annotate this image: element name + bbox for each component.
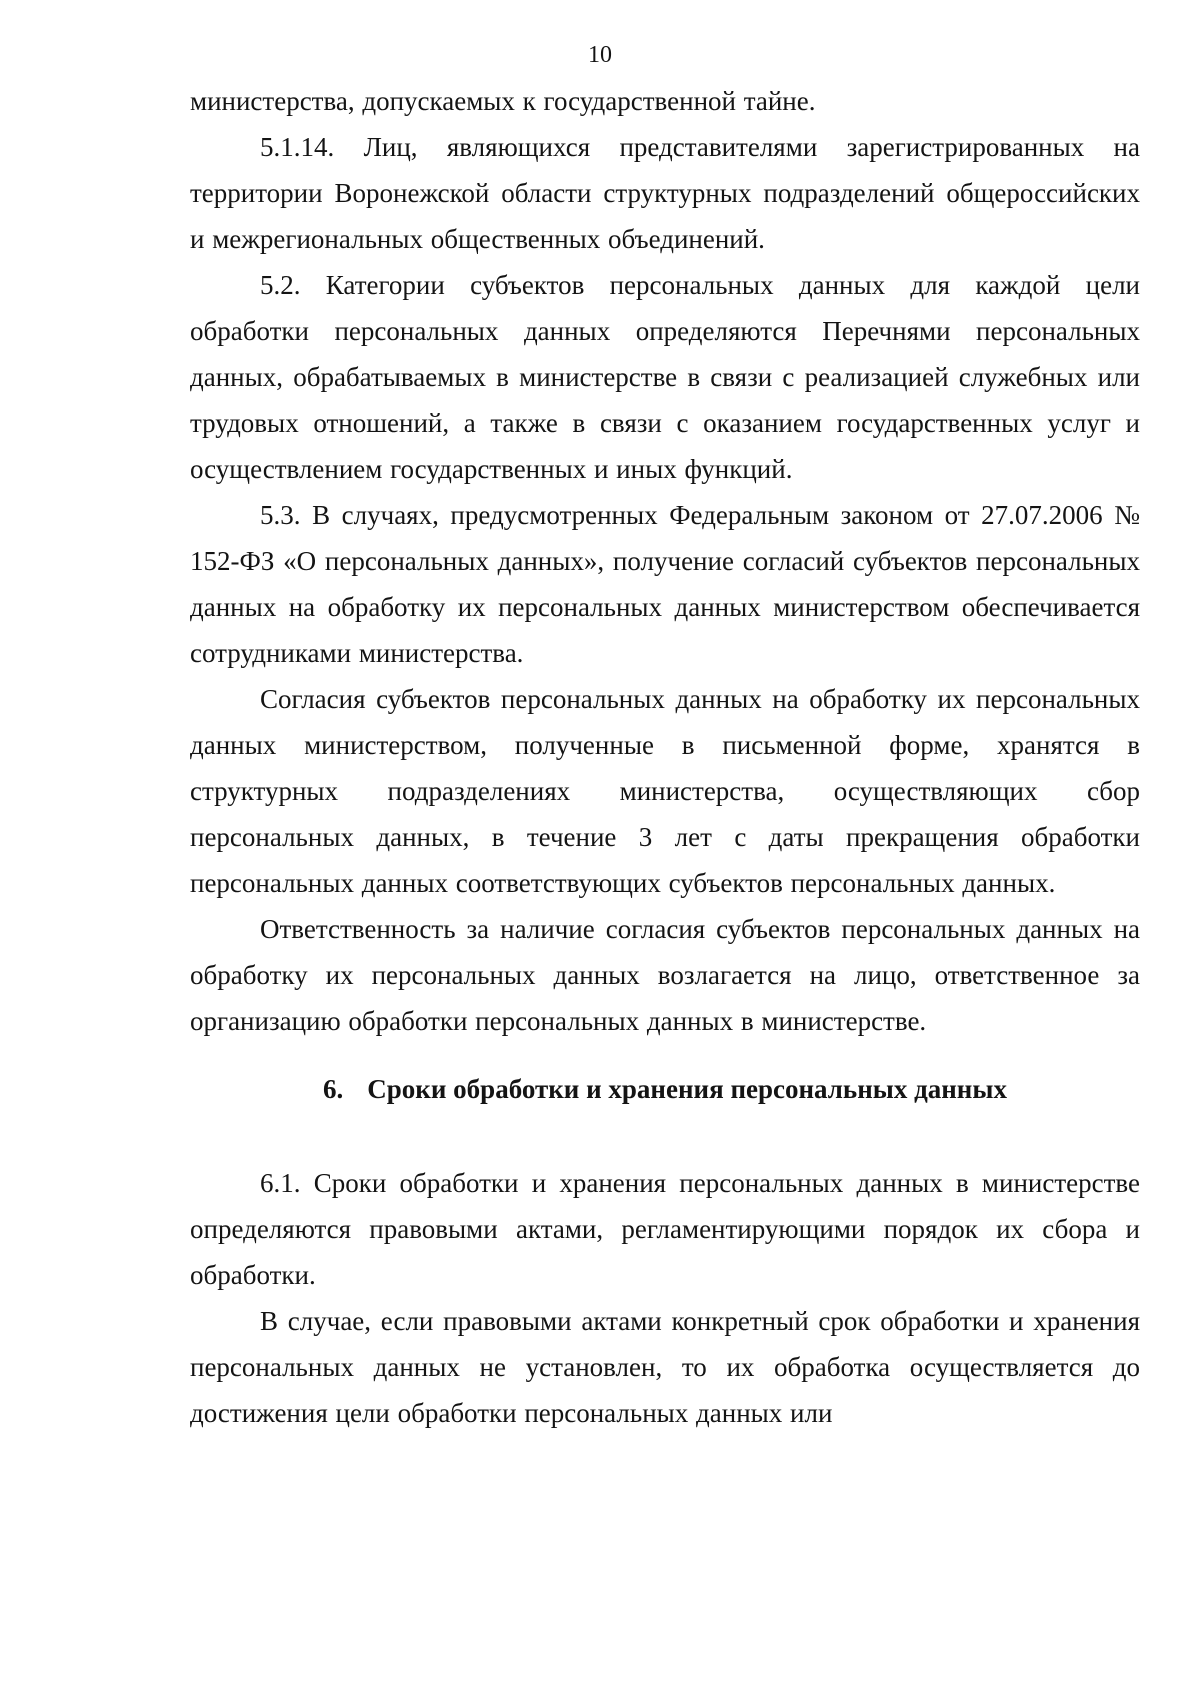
section-number: 6. [323, 1074, 344, 1104]
section-heading [190, 1066, 1140, 1112]
paragraph-5-3: 5.3. В случаях, предусмотренных Федеральным законом от 27.07.2006 № 152-ФЗ «О персональных данных», получение согласий субъектов персональных данных на обработку их персональных данных министерством обеспечивается сотрудниками министерства. [190, 500, 1140, 668]
section-title: Сроки обработки и хранения персональных данных [367, 1074, 1007, 1104]
paragraph-consent-storage: Согласия субъектов персональных данных на обработку их персональных данных министерством, полученные в письменной форме, хранятся в структурных подразделениях министерства, осуществляющих сбор персональных данных, в течение 3 лет с даты прекращения обработки персональных данных соответствующих субъектов персональных данных. [190, 684, 1140, 898]
paragraph-continuation: министерства, допускаемых к государственной тайне. [190, 86, 816, 116]
paragraph-responsibility: Ответственность за наличие согласия субъектов персональных данных на обработку их персональных данных возлагается на лицо, ответственное за организацию обработки персональных данных в министерстве. [190, 914, 1140, 1036]
paragraph-6-1: 6.1. Сроки обработки и хранения персональных данных в министерстве определяются правовыми актами, регламентирующими порядок их сбора и обработки. [190, 1168, 1140, 1290]
text-block-section-5 [190, 78, 1140, 1044]
section-6-heading-block [190, 1066, 1140, 1112]
text-block-section-6 [190, 1160, 1140, 1436]
paragraph-5-1-14: 5.1.14. Лиц, являющихся представителями зарегистрированных на территории Воронежской области структурных подразделений общероссийских и межрегиональных общественных объединений. [190, 132, 1140, 254]
paragraph-retention-default: В случае, если правовыми актами конкретный срок обработки и хранения персональных данных не установлен, то их обработка осуществляется до достижения цели обработки персональных данных или [190, 1306, 1140, 1428]
page-number: 10 [588, 42, 612, 68]
paragraph-5-2: 5.2. Категории субъектов персональных данных для каждой цели обработки персональных данных определяются Перечнями персональных данных, обрабатываемых в министерстве в связи с реализацией служебных или трудовых отношений, а также в связи с оказанием государственных услуг и осуществлением государственных и иных функций. [190, 270, 1140, 484]
